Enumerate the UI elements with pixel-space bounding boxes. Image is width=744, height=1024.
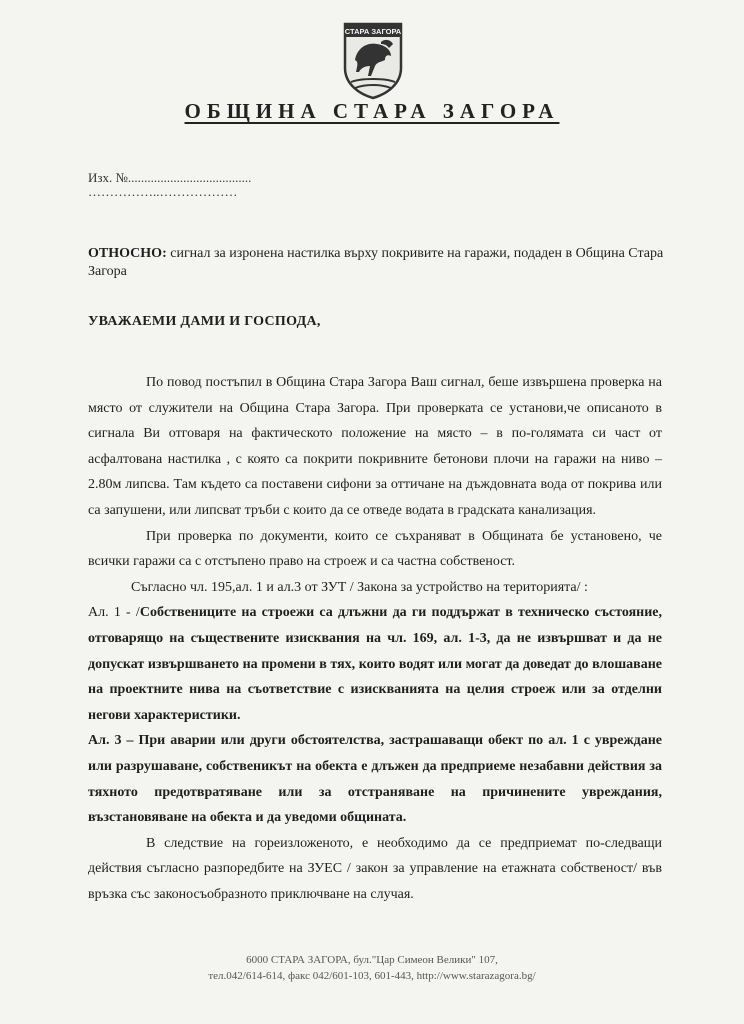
law-article-1-label: Ал. 1 - / xyxy=(88,605,140,621)
outgoing-date: ……………..……………… xyxy=(88,184,238,199)
footer-contact-line: тел.042/614-614, факс 042/601-103, 601-443, http://www.starazagora.bg/ xyxy=(208,970,536,982)
organization-title: ОБЩИНА СТАРА ЗАГОРА xyxy=(184,99,560,123)
law-article-1 xyxy=(88,600,662,728)
footer-address-line: 6000 СТАРА ЗАГОРА, бул."Цар Симеон Велики" 107, xyxy=(246,954,498,966)
greeting: УВАЖАЕМИ ДАМИ И ГОСПОДА, xyxy=(88,314,321,329)
footer-address xyxy=(0,952,744,984)
law-article-3: Ал. 3 – При аварии или други обстоятелства, застрашаващи обект по ал. 1 с увреждане или разрушаване, собственикът на обекта е длъжен да предприеме незабавни действия за тяхното предотвратяване или за отстраняване на причинените увреждания, възстановяване на обекта и да уведоми общината. xyxy=(88,733,662,826)
outgoing-number: Изх. №...................................... xyxy=(88,170,252,185)
crest-text: СТАРА ЗАГОРА xyxy=(344,27,402,36)
law-article-1-text: Собствениците на строежи са длъжни да ги поддържат в техническо състояние, отговарящо на съществените изисквания на чл. 169, ал. 1-3, да не извършват и да не допускат извършването на промени в тях, които водят или могат да доведат до влошаване на проектните нива на съответствие с изискванията на целия строеж или за отделни негови характеристики. xyxy=(88,605,662,723)
coat-of-arms-icon xyxy=(341,20,405,100)
paragraph-law-reference: Съгласно чл. 195,ал. 1 и ал.3 от ЗУТ / Закона за устройство на територията/ : xyxy=(131,579,588,595)
letter-body xyxy=(88,370,662,907)
paragraph-ownership: При проверка по документи, които се съхраняват в Общината бе установено, че всички гаражи са с отстъпено право на строеж и са частна собственост. xyxy=(88,528,662,570)
subject-text: сигнал за изронена настилка върху покривите на гаражи, подаден в Община Стара Загора xyxy=(88,246,664,279)
paragraph-conclusion: В следствие на гореизложеното, е необходимо да се предприемат по-следващи действия съгласно разпоредбите на ЗУЕС / закон за управление на етажната собственост/ във връзка със законосъобразното приключване на случая. xyxy=(88,835,662,902)
paragraph-inspection: По повод постъпил в Община Стара Загора Ваш сигнал, беше извършена проверка на място от служители на Община Стара Загора. При проверката се установи,че описаното в сигнала Ви отговаря на фактическото положение на място – в по-голямата си част от асфалтована настилка , с която са покрити покривните бетонови плочи на гаражи на ниво – 2.80м липсва. Там където са поставени сифони за оттичане на дъждовната вода от покрива или са запушени, или липсват тръби с които да се отведе водата в градската канализация. xyxy=(88,375,662,518)
subject-label: ОТНОСНО: xyxy=(88,246,167,261)
subject-line xyxy=(88,245,668,281)
